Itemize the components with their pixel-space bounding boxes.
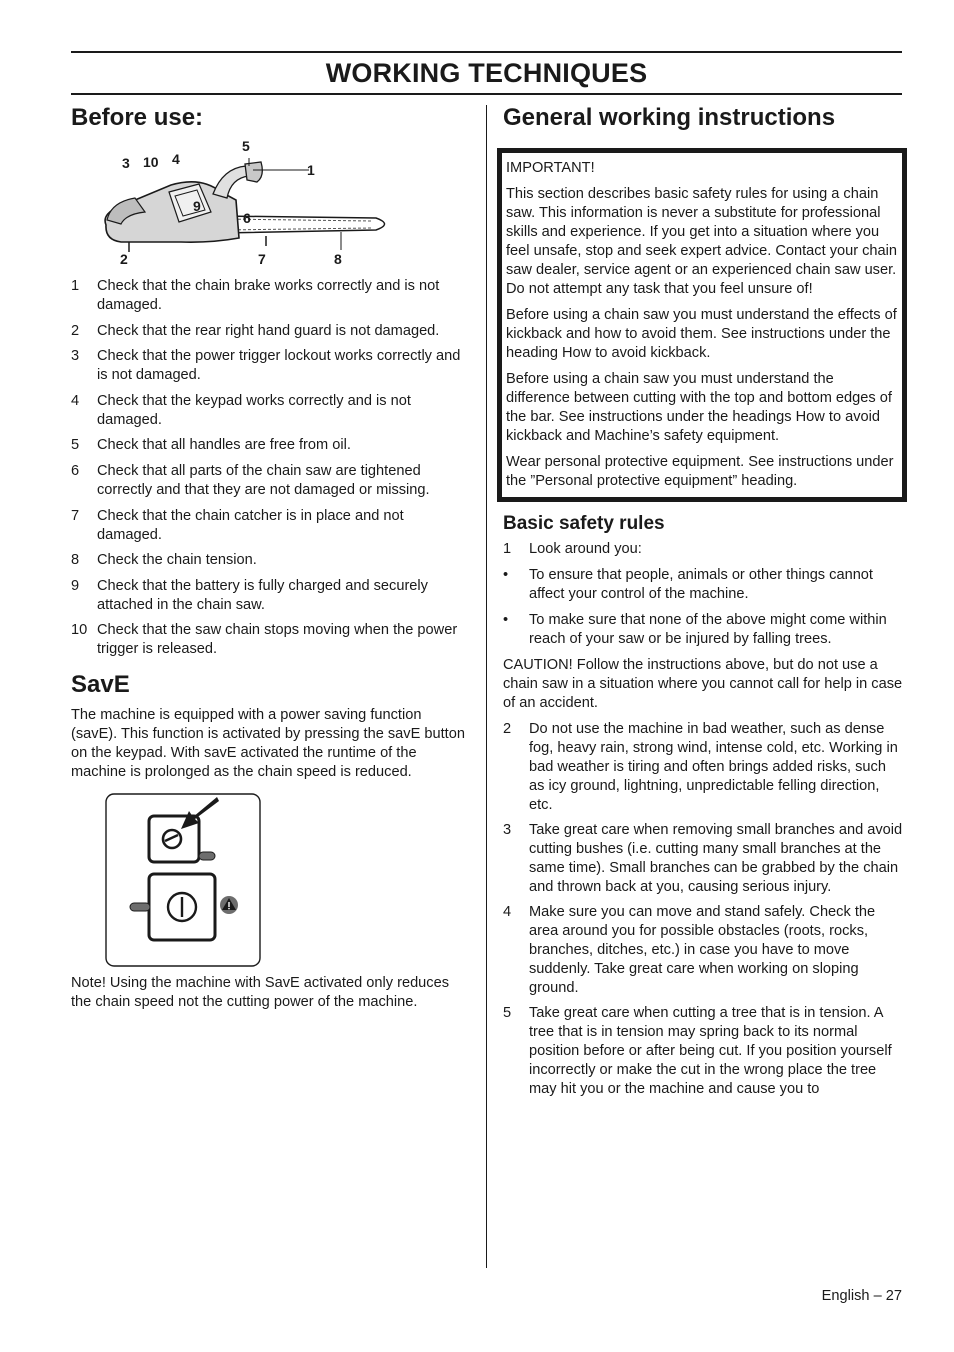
list-item: 8 Check the chain tension. bbox=[71, 552, 257, 568]
fig-label-6: 6 bbox=[243, 210, 251, 226]
list-item: 4 Check that the keypad works correctly and is not damaged. bbox=[71, 393, 411, 428]
fig-label-7: 7 bbox=[258, 251, 266, 267]
list-item: 1 Look around you: bbox=[503, 541, 642, 557]
chainsaw-figure bbox=[71, 140, 471, 270]
warning-icon bbox=[220, 896, 238, 914]
basic-safety-heading: Basic safety rules bbox=[503, 513, 665, 534]
important-paragraph: Wear personal protective equipment. See instructions under the ”Personal protective equipment” heading. bbox=[506, 454, 894, 489]
list-item: 3 Take great care when removing small branches and avoid cutting bushes (i.e. cutting many small branches at the same time). Small branches can be grabbed by the chain and thrown back at you, causing serious injury. bbox=[503, 822, 903, 895]
safety-list bbox=[503, 720, 903, 1099]
list-item: 7 Check that the chain catcher is in place and not damaged. bbox=[71, 508, 404, 543]
list-item: 3 Check that the power trigger lockout works correctly and is not damaged. bbox=[71, 348, 461, 383]
list-item: 2 Check that the rear right hand guard is not damaged. bbox=[71, 323, 440, 339]
list-item: 2 Do not use the machine in bad weather, such as dense fog, heavy rain, strong wind, intense cold, etc. Working in bad weather is tiring and often brings added risks, such as icy ground, lightning, unpredictable felling direction, etc. bbox=[503, 721, 898, 813]
safety-bullets bbox=[503, 566, 903, 649]
important-paragraph: This section describes basic safety rules for using a chain saw. This information is never a substitute for professional skills and experience. If you get into a situation where you feel unsafe, stop and seek expert advice. Contact your chain saw dealer, service agent or an experienced chain saw user. Do not attempt any task that you feel unsure of! bbox=[506, 186, 898, 297]
page-title: WORKING TECHNIQUES bbox=[325, 58, 648, 88]
list-item: 6 Check that all parts of the chain saw are tightened correctly and that they are not damaged or missing. bbox=[71, 463, 430, 498]
list-item: 5 Check that all handles are free from oil. bbox=[71, 437, 351, 453]
column-divider bbox=[486, 105, 487, 1268]
save-heading: SavE bbox=[71, 671, 130, 698]
save-body: The machine is equipped with a power saving function (savE). This function is activated by pressing the savE button on the keypad. With savE activated the runtime of the machine is prolonged as the chain speed is reduced. bbox=[71, 707, 465, 780]
before-use-heading: Before use: bbox=[71, 104, 204, 131]
safety-list-first bbox=[503, 540, 903, 559]
list-item: 5 Take great care when cutting a tree that is in tension. A tree that is in tension may spring back to its normal position before or after being cut. If you position yourself incorrectly or make the cut in the wrong place the tree may hit you or the machine and cause you to bbox=[503, 1005, 892, 1097]
list-item: 10 Check that the saw chain stops moving when the power trigger is released. bbox=[71, 622, 458, 657]
important-box bbox=[497, 148, 907, 502]
bullet-item: • To make sure that none of the above might come within reach of your saw or be injured by falling trees. bbox=[503, 612, 887, 647]
fig-label-2: 2 bbox=[120, 251, 128, 267]
important-paragraph: Before using a chain saw you must understand the effects of kickback and how to avoid them. See instructions under the heading How to avoid kickback. bbox=[506, 307, 897, 361]
keypad-figure bbox=[105, 793, 265, 969]
fig-label-4: 4 bbox=[172, 151, 180, 167]
important-title: IMPORTANT! bbox=[506, 160, 595, 176]
important-paragraph: Before using a chain saw you must understand the difference between cutting with the top and bottom edges of the bar. See instructions under the headings How to avoid kickback and Machine’s safety equipment. bbox=[506, 371, 892, 444]
fig-label-1: 1 bbox=[307, 162, 315, 178]
fig-label-9: 9 bbox=[193, 198, 201, 214]
general-heading: General working instructions bbox=[503, 104, 836, 131]
page-footer: English – 27 bbox=[821, 1288, 902, 1304]
left-column bbox=[71, 95, 471, 1012]
top-rule bbox=[71, 51, 902, 53]
fig-label-8: 8 bbox=[334, 251, 342, 267]
save-note: Note! Using the machine with SavE activated only reduces the chain speed not the cutting power of the machine. bbox=[71, 975, 450, 1010]
bullet-item: • To ensure that people, animals or other things cannot affect your control of the machine. bbox=[503, 567, 873, 602]
list-item: 9 Check that the battery is fully charged and securely attached in the chain saw. bbox=[71, 578, 428, 613]
list-item: 4 Make sure you can move and stand safely. Check the area around you for possible obstacles (roots, rocks, branches, ditches, etc.) in case you have to move suddenly. Take great care when working on sloping ground. bbox=[503, 904, 876, 996]
list-item: 1 Check that the chain brake works correctly and is not damaged. bbox=[71, 278, 440, 313]
right-column bbox=[503, 95, 903, 1099]
before-use-list bbox=[71, 277, 471, 659]
fig-label-10: 10 bbox=[143, 154, 159, 170]
caution-text: CAUTION! Follow the instructions above, but do not use a chain saw in a situation where you cannot call for help in case of an accident. bbox=[503, 657, 903, 711]
fig-label-5: 5 bbox=[242, 140, 250, 154]
fig-label-3: 3 bbox=[122, 155, 130, 171]
